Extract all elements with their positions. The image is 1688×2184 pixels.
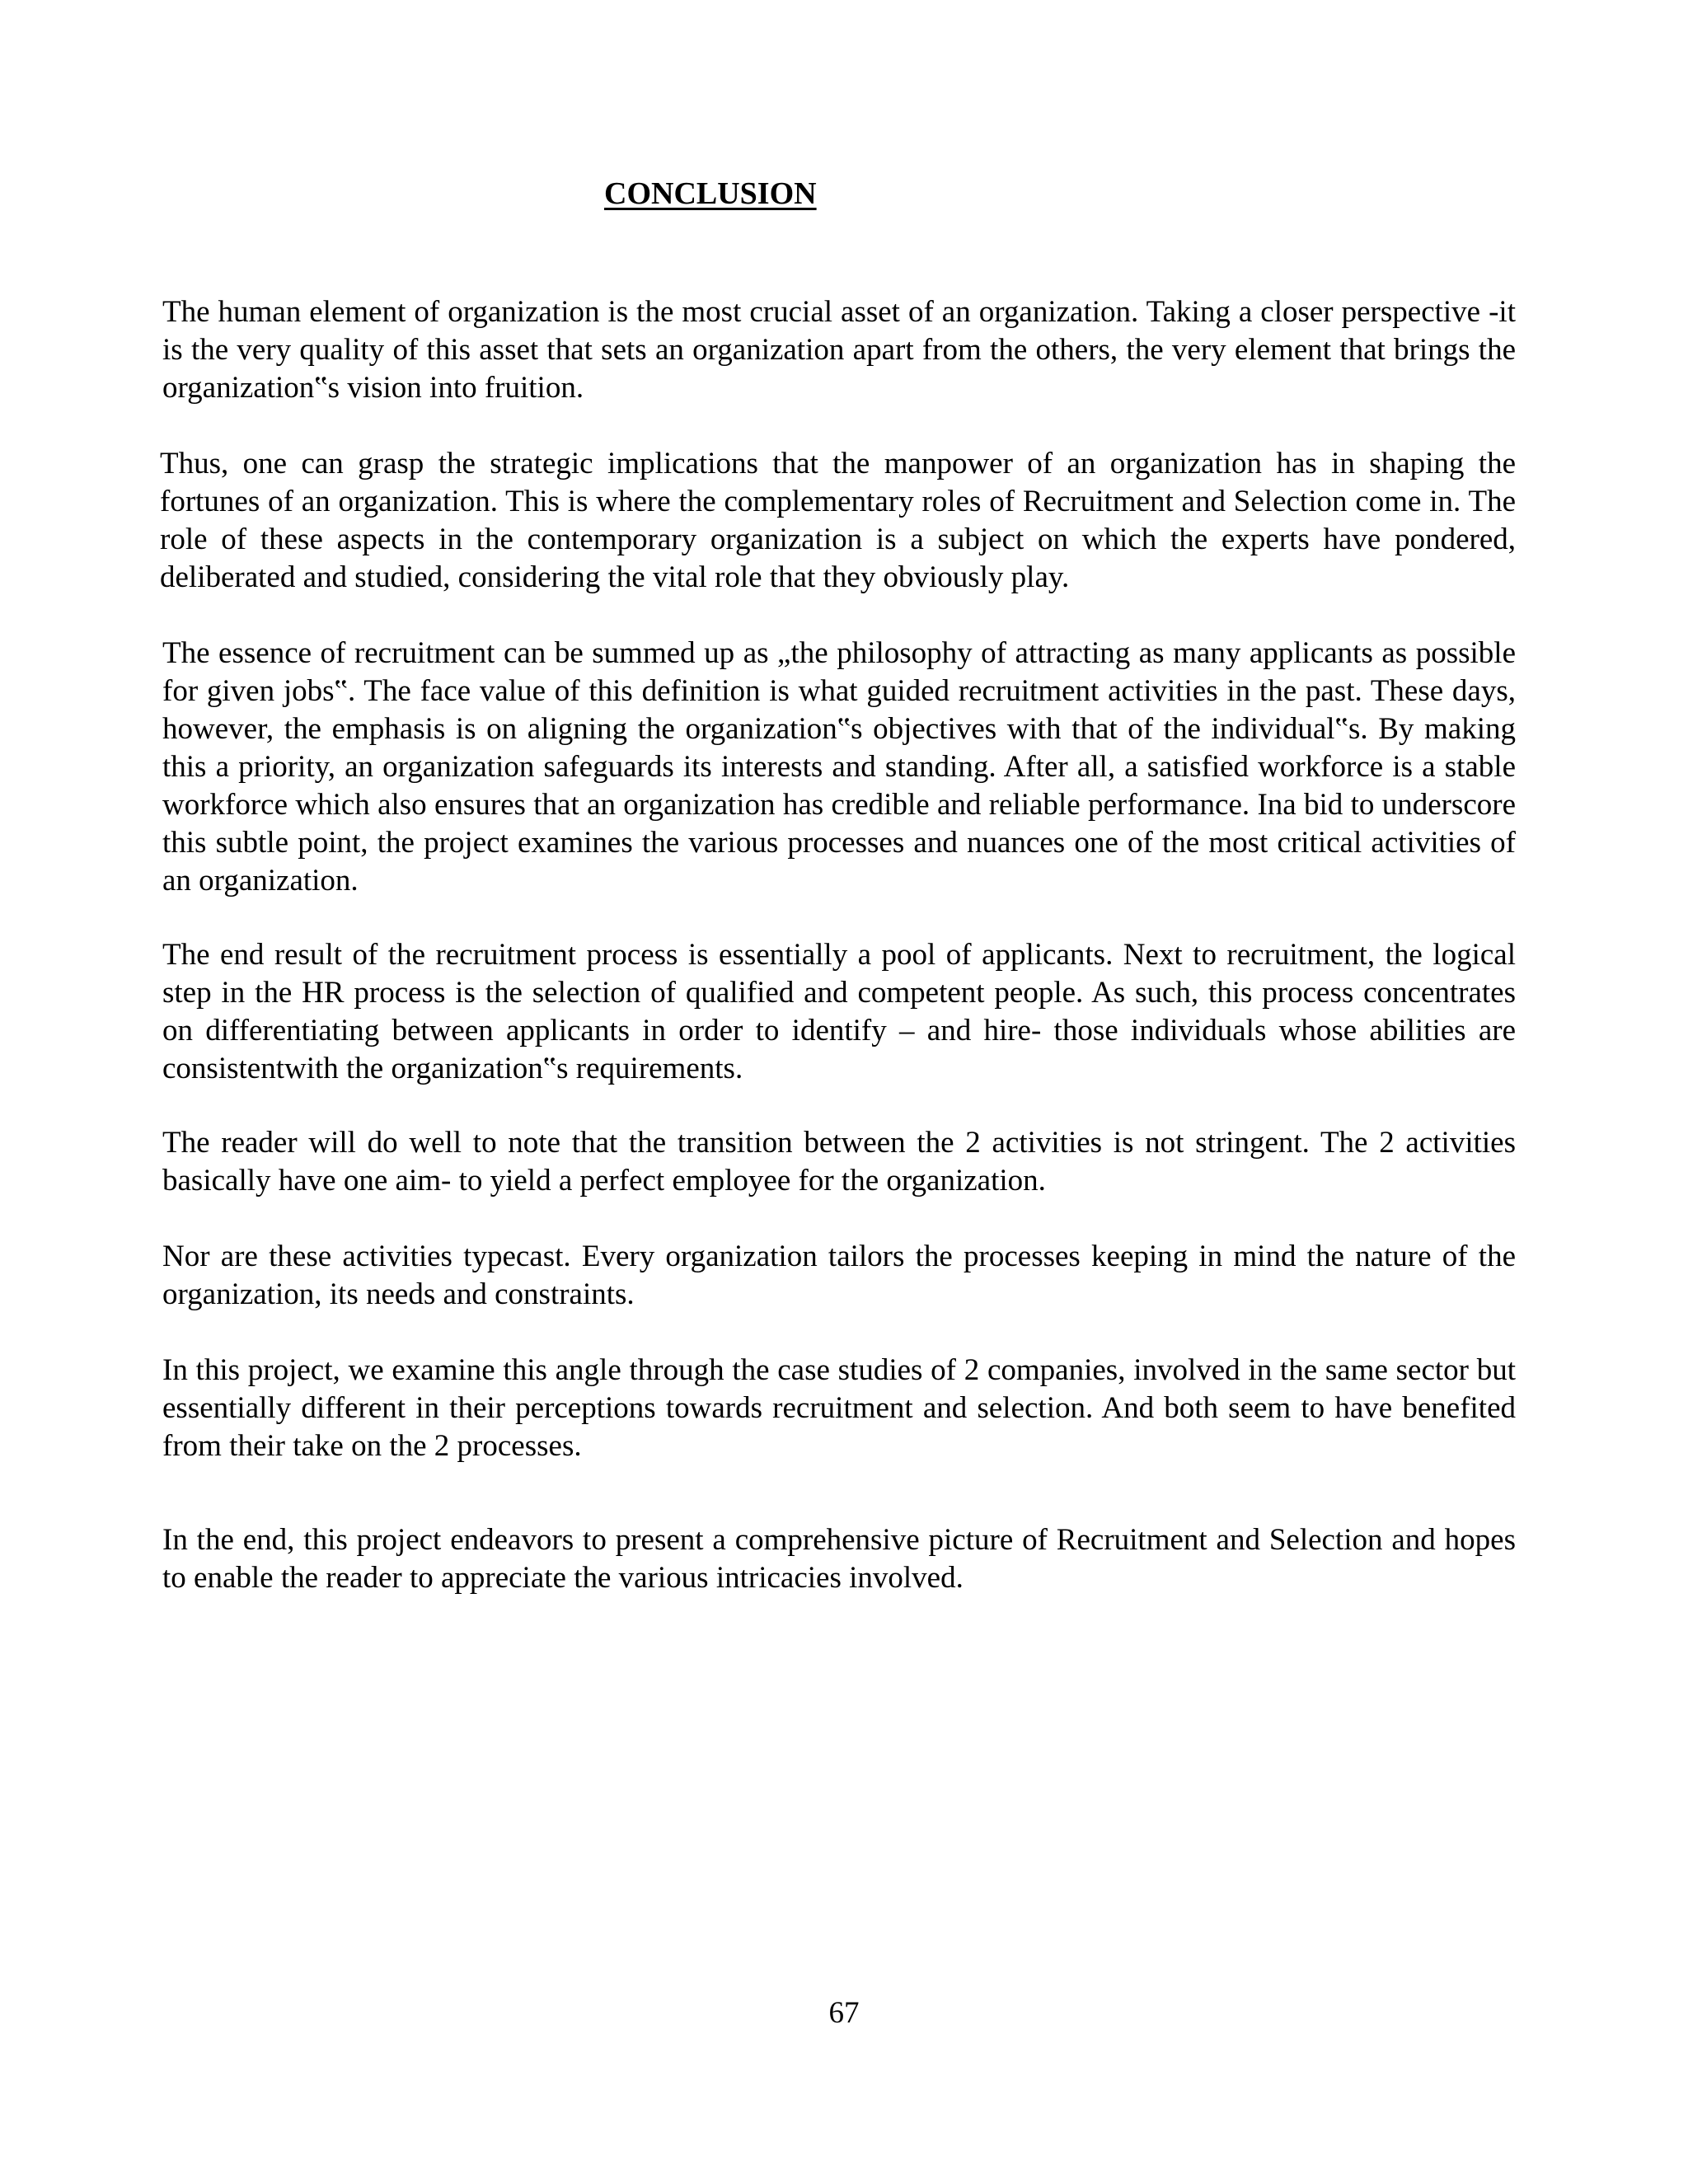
paragraph-6: Nor are these activities typecast. Every organization tailors the processes keeping in mind the nature of the organization, its needs and constraints. xyxy=(162,1240,1516,1311)
page-number: 67 xyxy=(828,1996,860,2030)
paragraph-5: The reader will do well to note that the transition between the 2 activities is not stringent. The 2 activities basically have one aim- to yield a perfect employee for the organization. xyxy=(162,1126,1516,1197)
paragraph-8: In the end, this project endeavors to present a comprehensive picture of Recruitment and Selection and hopes to enable the reader to appreciate the various intricacies involved. xyxy=(162,1523,1516,1595)
paragraph-3: The essence of recruitment can be summed up as „the philosophy of attracting as many applicants as possible for given jobs‟. The face value of this definition is what guided recruitment activities in the past. These days, however, the emphasis is on aligning the organization‟s objectives with that of the individual‟s. By making this a priority, an organization safeguards its interests and standing. After all, a satisfied workforce is a stable workforce which also ensures that an organization has credible and reliable performance. Ina bid to underscore this subtle point, the project examines the various processes and nuances one of the most critical activities of an organization. xyxy=(162,636,1516,898)
page-title: CONCLUSION xyxy=(604,176,817,211)
paragraph-1: The human element of organization is the most crucial asset of an organization. Taking a closer perspective -it is the very quality of this asset that sets an organization apart from the others, the very element that brings the organization‟s vision into fruition. xyxy=(162,295,1516,405)
paragraph-2: Thus, one can grasp the strategic implications that the manpower of an organization has in shaping the fortunes of an organization. This is where the complementary roles of Recruitment and Selection come in. The role of these aspects in the contemporary organization is a subject on which the experts have pondered, deliberated and studied, considering the vital role that they obviously play. xyxy=(160,447,1516,594)
paragraph-7: In this project, we examine this angle through the case studies of 2 companies, involved in the same sector but essentially different in their perceptions towards recruitment and selection. And both seem to have benefited from their take on the 2 processes. xyxy=(162,1353,1516,1463)
paragraph-4: The end result of the recruitment process is essentially a pool of applicants. Next to recruitment, the logical step in the HR process is the selection of qualified and competent people. As such, this process concentrates on differentiating between applicants in order to identify – and hire- those individuals whose abilities are consistentwith the organization‟s requirements. xyxy=(162,938,1516,1085)
